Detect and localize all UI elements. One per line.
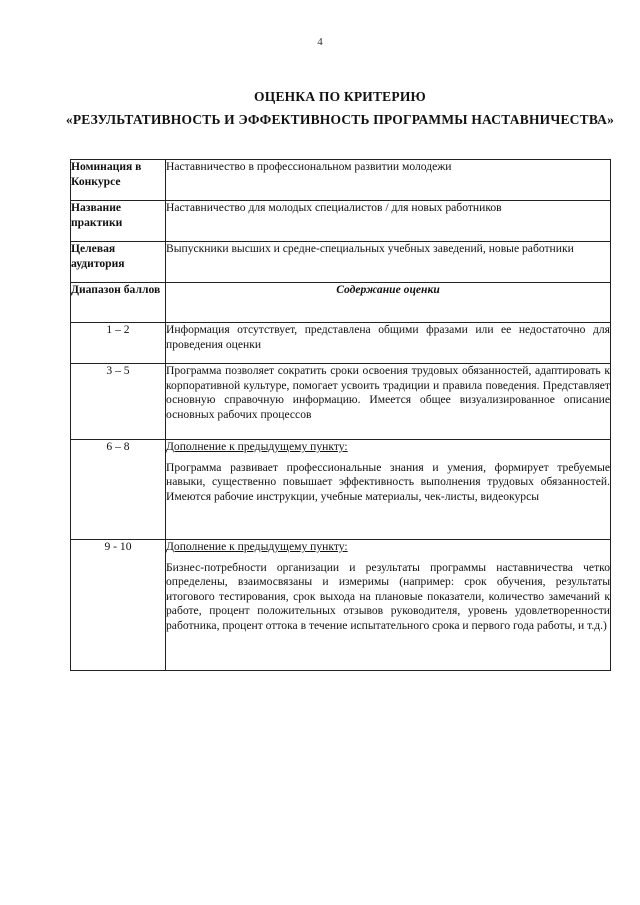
info-row bbox=[71, 242, 611, 283]
info-row-value: Наставничество в профессиональном развитии молодежи bbox=[166, 160, 611, 201]
info-row-label: Целевая аудитория bbox=[71, 242, 166, 283]
score-range: 1 – 2 bbox=[71, 323, 166, 364]
score-description-cell bbox=[166, 323, 611, 364]
info-row-label: Название практики bbox=[71, 201, 166, 242]
score-range-header: Диапазон баллов bbox=[71, 283, 166, 323]
criteria-table bbox=[70, 159, 611, 671]
score-range: 6 – 8 bbox=[71, 440, 166, 540]
content-header-cell bbox=[166, 283, 611, 323]
page-number: 4 bbox=[317, 36, 323, 48]
score-description: Программа позволяет сократить сроки освоения трудовых обязанностей, адаптировать к корпоративной культуре, помогает усвоить традиции и правила поведения. Представляет основную справочную информацию. Имеется общее визуализированное описание основных рабочих процессов bbox=[166, 364, 610, 421]
score-description: Бизнес-потребности организации и результаты программы наставничества четко определены, взаимосвязаны и измеримы (например: срок обучения, результаты итогового тестирования, срок выхода на плановые показатели, количество замечаний к работе, процент положительных отзывов руководителя, уровень удовлетворенности работника, процент оттока в течение испытательного срока и первого года работы, и т.д.) bbox=[166, 560, 610, 632]
info-row bbox=[71, 160, 611, 201]
criterion-title-line2: «РЕЗУЛЬТАТИВНОСТЬ И ЭФФЕКТИВНОСТЬ ПРОГРАММЫ НАСТАВНИЧЕСТВА» bbox=[65, 112, 615, 127]
criterion-title-line1: ОЦЕНКА ПО КРИТЕРИЮ bbox=[254, 89, 426, 104]
info-row-value: Наставничество для молодых специалистов / для новых работников bbox=[166, 201, 611, 242]
info-row bbox=[71, 201, 611, 242]
score-row bbox=[71, 440, 611, 540]
score-header-row bbox=[71, 283, 611, 323]
info-row-label: Номинация в Конкурсе bbox=[71, 160, 166, 201]
info-row-value: Выпускники высших и средне-специальных учебных заведений, новые работники bbox=[166, 242, 611, 283]
score-row bbox=[71, 323, 611, 364]
score-description-cell bbox=[166, 440, 611, 540]
score-description: Программа развивает профессиональные знания и умения, формирует требуемые навыки, существенно повышает эффективность выполнения трудовых обязанностей. Имеются рабочие инструкции, учебные материалы, чек-листы, видеокурсы bbox=[166, 460, 610, 503]
score-description-cell bbox=[166, 364, 611, 440]
criteria-table-body bbox=[71, 160, 611, 671]
content-heading: Содержание оценки bbox=[336, 283, 440, 296]
score-addition-note: Дополнение к предыдущему пункту: bbox=[166, 540, 348, 553]
score-row bbox=[71, 540, 611, 671]
score-description: Информация отсутствует, представлена общими фразами или ее недостаточно для проведения оценки bbox=[166, 323, 610, 351]
score-range: 3 – 5 bbox=[71, 364, 166, 440]
score-range: 9 - 10 bbox=[71, 540, 166, 671]
score-addition-note: Дополнение к предыдущему пункту: bbox=[166, 440, 348, 453]
score-description-cell bbox=[166, 540, 611, 671]
score-row bbox=[71, 364, 611, 440]
